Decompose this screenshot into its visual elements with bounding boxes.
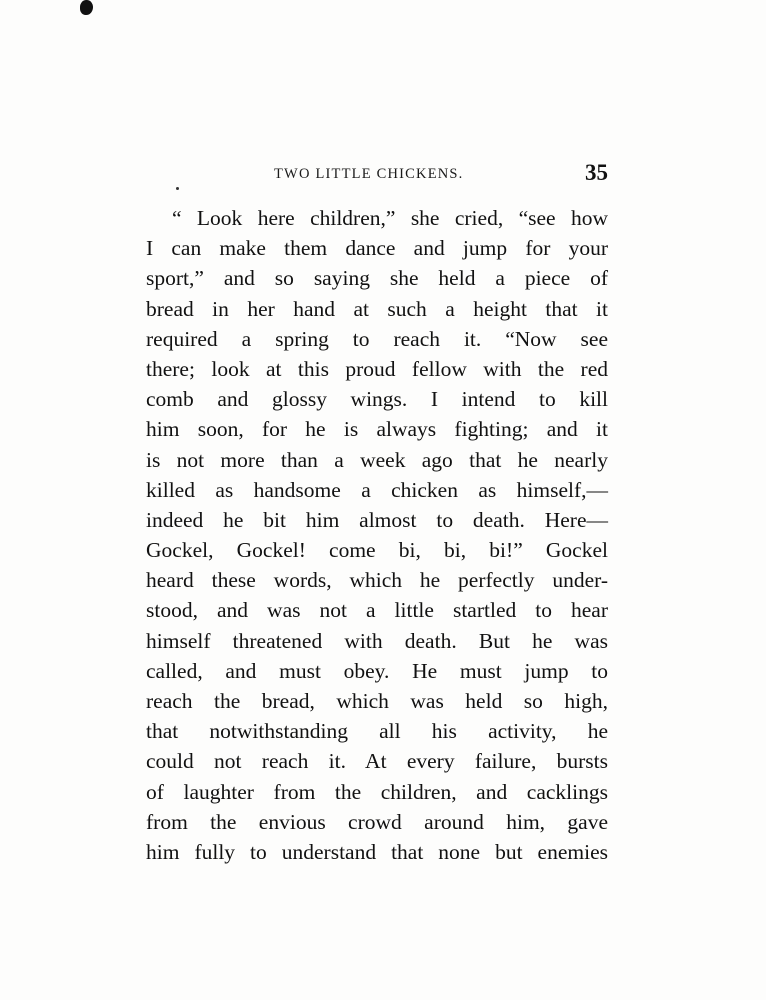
- text-line: called, and must obey. He must jump to: [146, 658, 608, 683]
- text-line: reach the bread, which was held so high,: [146, 689, 608, 713]
- text-line: could not reach it. At every failure, bursts: [146, 749, 608, 774]
- text-line: of laughter from the children, and cacklings: [146, 779, 608, 804]
- text-line: killed as handsome a chicken as himself,—: [146, 477, 608, 502]
- text-line: from the envious crowd around him, gave: [146, 809, 608, 834]
- text-line: sport,” and so saying she held a piece of: [146, 266, 608, 291]
- text-line: comb and glossy wings. I intend to kill: [146, 387, 608, 412]
- text-line: himself threatened with death. But he was: [146, 628, 608, 653]
- running-header: [146, 160, 608, 190]
- text-line: indeed he bit him almost to death. Here—: [146, 507, 608, 532]
- text-line: Gockel, Gockel! come bi, bi, bi!” Gockel: [146, 538, 608, 563]
- text-line: required a spring to reach it. “Now see: [146, 326, 608, 351]
- text-line: him soon, for he is always fighting; and it: [146, 417, 608, 442]
- ink-blot: [80, 0, 93, 15]
- text-line: “ Look here children,” she cried, “see how: [172, 206, 608, 230]
- text-line: there; look at this proud fellow with the red: [146, 356, 608, 381]
- text-line: him fully to understand that none but enemies: [146, 839, 608, 864]
- text-line: I can make them dance and jump for your: [146, 236, 608, 261]
- running-title: TWO LITTLE CHICKENS.: [274, 166, 464, 182]
- text-line: heard these words, which he perfectly under-: [146, 568, 608, 593]
- text-line: that notwithstanding all his activity, he: [146, 719, 608, 744]
- body-text: [146, 203, 608, 867]
- text-line: stood, and was not a little startled to hear: [146, 598, 608, 623]
- text-line: bread in her hand at such a height that it: [146, 296, 608, 321]
- page-number: 35: [585, 160, 608, 185]
- text-line: is not more than a week ago that he nearly: [146, 447, 608, 472]
